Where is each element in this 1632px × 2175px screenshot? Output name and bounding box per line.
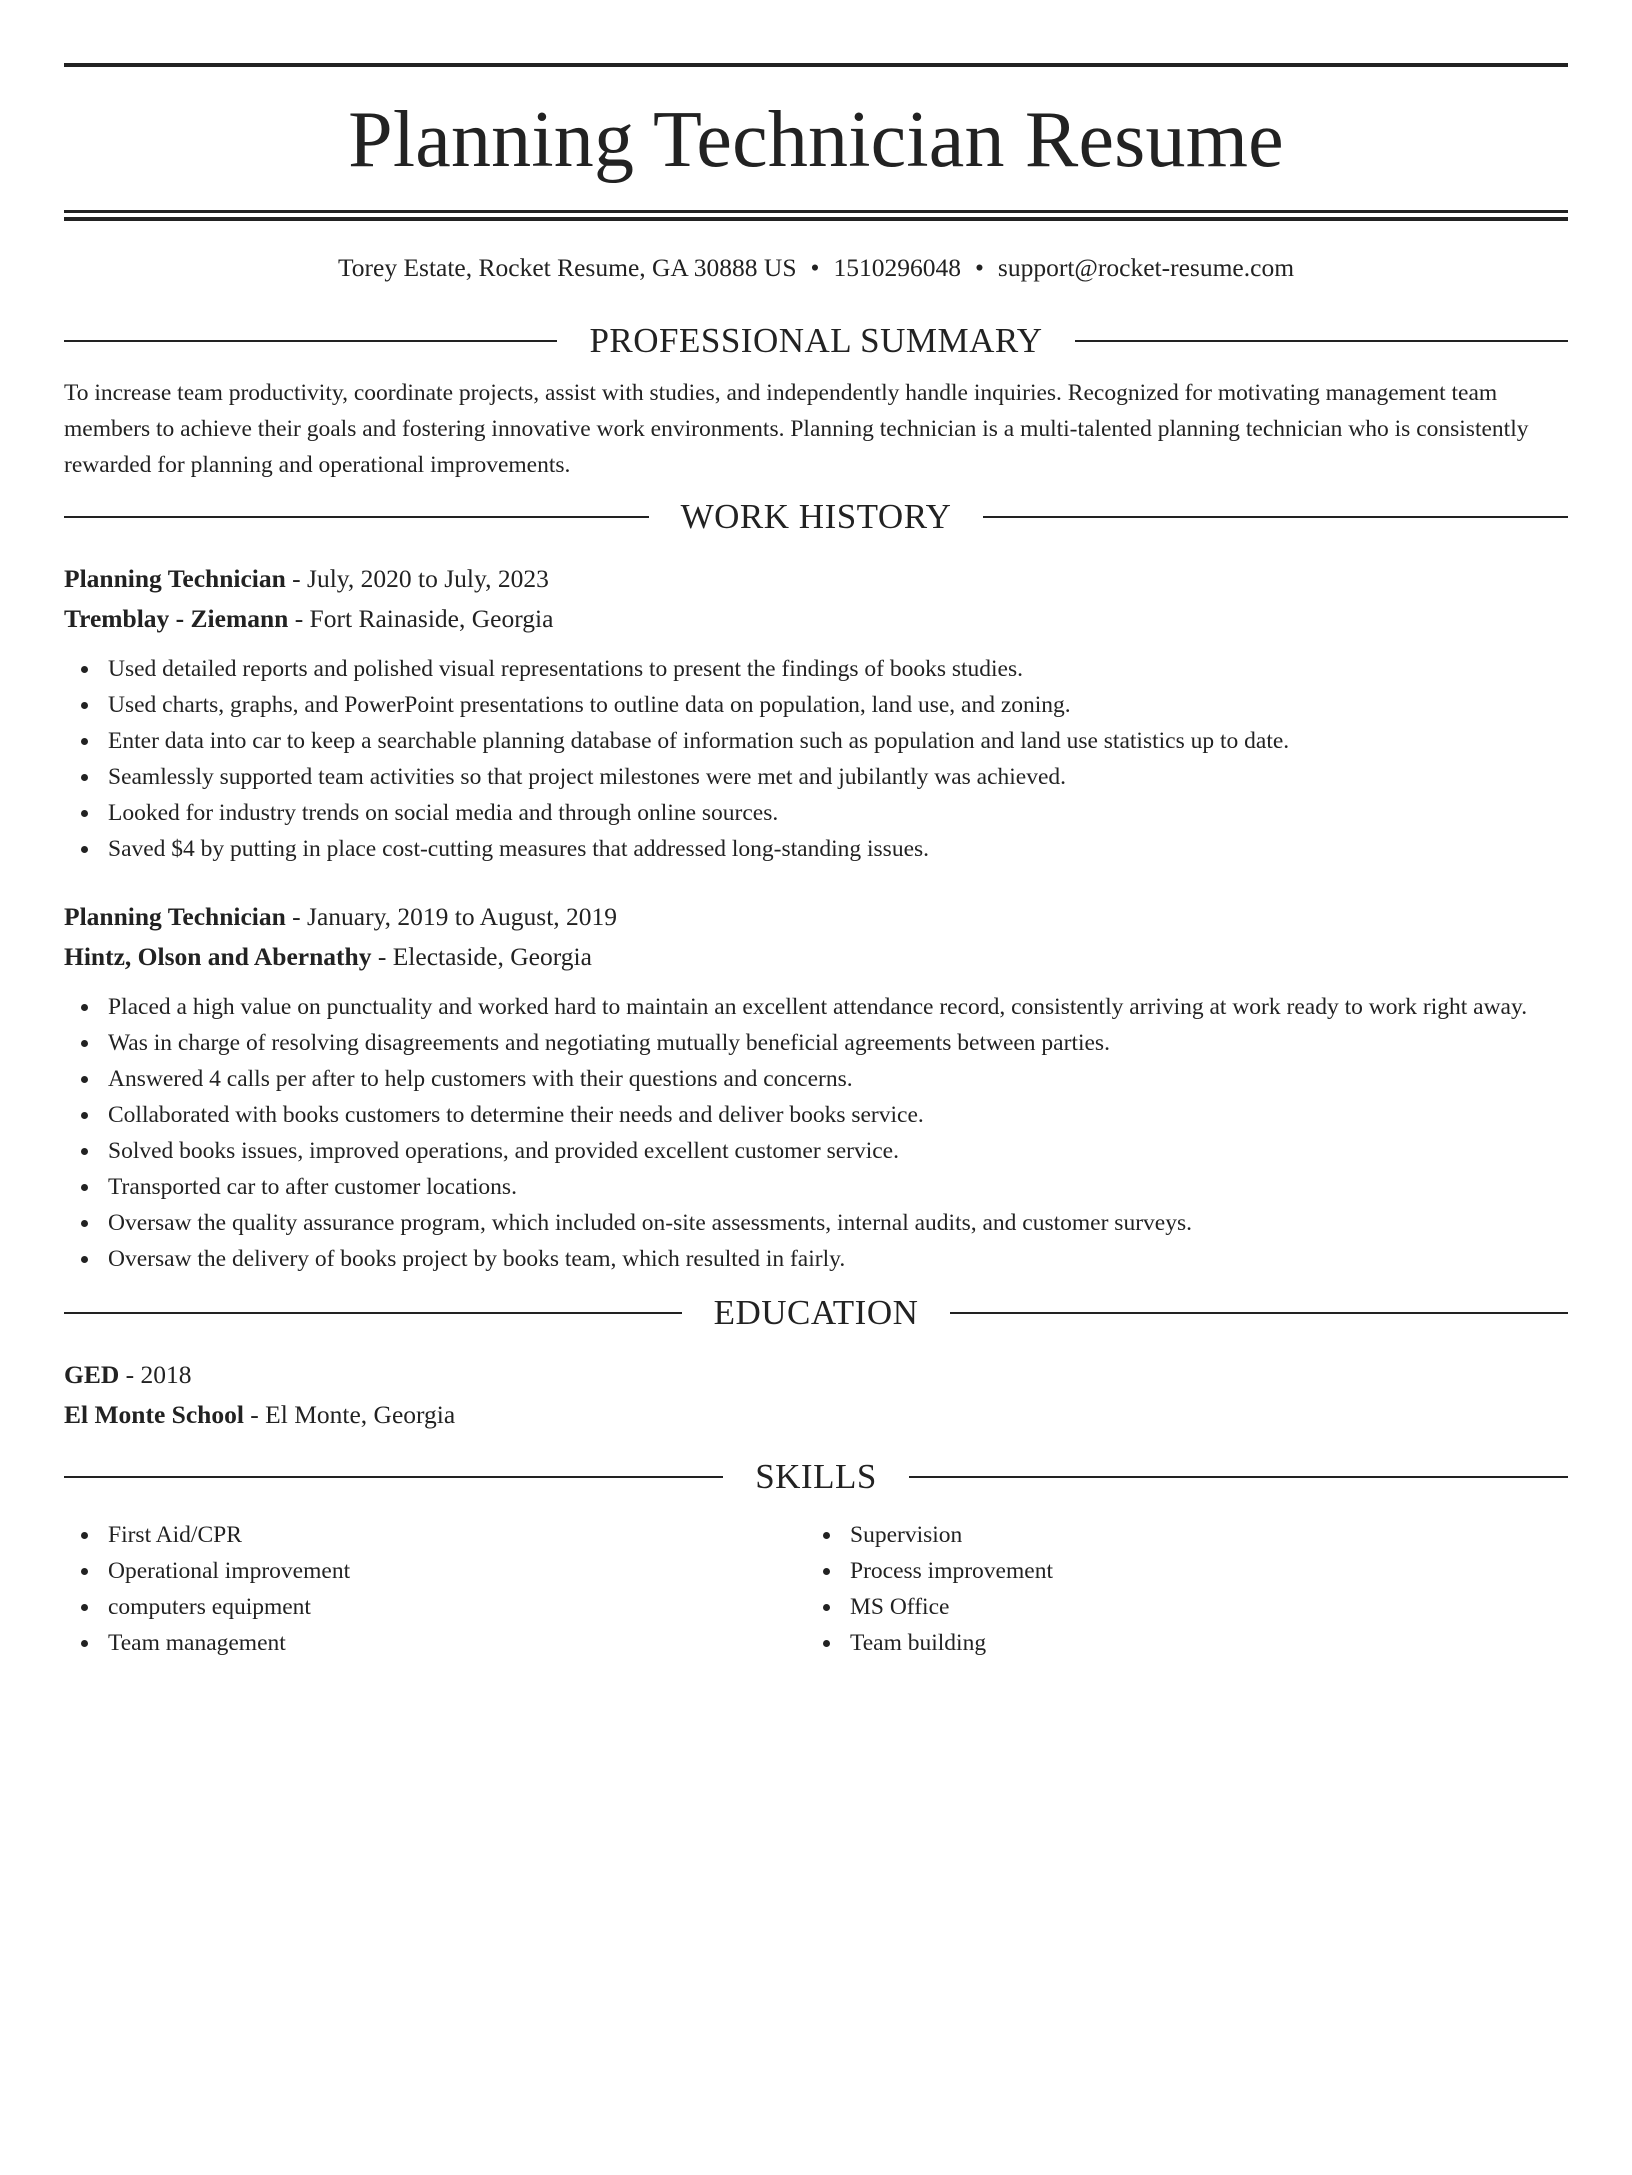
job-company-line (64, 937, 1568, 977)
job-company: Tremblay - Ziemann (64, 604, 289, 633)
work-history-heading-label: WORK HISTORY (680, 497, 952, 536)
heading-rule (909, 1476, 1568, 1478)
job-bullet: Oversaw the quality assurance program, which included on-site assessments, internal audits, and customer surveys. (64, 1205, 1568, 1241)
job-bullet: Used detailed reports and polished visual representations to present the findings of books studies. (64, 651, 1568, 687)
job-title-line (64, 559, 1568, 599)
heading-rule (64, 1312, 682, 1314)
heading-rule (950, 1312, 1568, 1314)
education-entry (64, 1355, 1568, 1435)
job-title-line (64, 897, 1568, 937)
job-entry (64, 559, 1568, 867)
job-company-line (64, 599, 1568, 639)
heading-rule (64, 340, 557, 342)
education-heading (64, 1293, 1568, 1333)
job-location: - Fort Rainaside, Georgia (288, 604, 554, 633)
summary-text: To increase team productivity, coordinate projects, assist with studies, and independently handle inquiries. Recognized for motivating management team members to achieve their goals and fostering innovative work environments. Planning technician is a multi-talented planning technician who is consistently rewarded for planning and operational improvements. (64, 380, 1529, 478)
job-entry (64, 897, 1568, 1277)
skill-item: Supervision (806, 1517, 1548, 1553)
education-year: - 2018 (119, 1360, 192, 1389)
job-company: Hintz, Olson and Abernathy (64, 942, 372, 971)
skill-item: Team management (64, 1625, 806, 1661)
skill-item: Team building (806, 1625, 1548, 1661)
education-school-line (64, 1395, 1568, 1435)
page-title: Planning Technician Resume (348, 96, 1284, 184)
education-location: - El Monte, Georgia (243, 1400, 456, 1429)
job-bullet: Answered 4 calls per after to help customers with their questions and concerns. (64, 1061, 1568, 1097)
skill-item: First Aid/CPR (64, 1517, 806, 1553)
heading-rule (1075, 340, 1568, 342)
contact-email: support@rocket-resume.com (997, 253, 1295, 282)
job-bullet: Looked for industry trends on social media and through online sources. (64, 795, 1568, 831)
skills-heading-label: SKILLS (755, 1457, 877, 1496)
contact-address: Torey Estate, Rocket Resume, GA 30888 US (337, 253, 797, 282)
job-bullet: Collaborated with books customers to determine their needs and deliver books service. (64, 1097, 1568, 1133)
heading-rule (983, 516, 1568, 518)
skill-item: Process improvement (806, 1553, 1548, 1589)
job-bullet: Solved books issues, improved operations, and provided excellent customer service. (64, 1133, 1568, 1169)
contact-line (64, 251, 1568, 285)
contact-phone: 1510296048 (833, 253, 961, 282)
job-bullet: Placed a high value on punctuality and worked hard to maintain an excellent attendance record, consistently arriving at work ready to work right away. (64, 989, 1568, 1025)
job-bullet: Oversaw the delivery of books project by books team, which resulted in fairly. (64, 1241, 1568, 1277)
job-title: Planning Technician (64, 564, 286, 593)
education-degree-line (64, 1355, 1568, 1395)
job-dates: - January, 2019 to August, 2019 (285, 902, 618, 931)
skills-list-left (64, 1517, 806, 1661)
heading-rule (64, 516, 649, 518)
education-degree: GED (64, 1360, 120, 1389)
job-bullet: Saved $4 by putting in place cost-cutting measures that addressed long-standing issues. (64, 831, 1568, 867)
education-heading-label: EDUCATION (713, 1293, 919, 1332)
title-double-rule (64, 210, 1568, 221)
job-bullet: Seamlessly supported team activities so that project milestones were met and jubilantly was achieved. (64, 759, 1568, 795)
contact-separator: • (974, 253, 984, 282)
work-history-heading (64, 497, 1568, 537)
contact-separator: • (810, 253, 820, 282)
skills-list-right (806, 1517, 1548, 1661)
summary-heading-label: PROFESSIONAL SUMMARY (589, 321, 1043, 360)
job-bullets (64, 651, 1568, 867)
skill-item: computers equipment (64, 1589, 806, 1625)
heading-rule (64, 1476, 723, 1478)
top-rule (64, 63, 1568, 67)
job-bullet: Used charts, graphs, and PowerPoint presentations to outline data on population, land use, and zoning. (64, 687, 1568, 723)
job-bullet: Enter data into car to keep a searchable planning database of information such as population and land use statistics up to date. (64, 723, 1568, 759)
skill-item: Operational improvement (64, 1553, 806, 1589)
summary-heading (64, 321, 1568, 361)
job-bullet: Was in charge of resolving disagreements and negotiating mutually beneficial agreements between parties. (64, 1025, 1568, 1061)
education-school: El Monte School (64, 1400, 244, 1429)
job-location: - Electaside, Georgia (371, 942, 592, 971)
skill-item: MS Office (806, 1589, 1548, 1625)
job-bullet: Transported car to after customer locations. (64, 1169, 1568, 1205)
skills-heading (64, 1457, 1568, 1497)
resume-page (0, 63, 1632, 2175)
job-bullets (64, 989, 1568, 1277)
job-dates: - July, 2020 to July, 2023 (285, 564, 549, 593)
skills-grid (64, 1517, 1568, 1661)
job-title: Planning Technician (64, 902, 286, 931)
